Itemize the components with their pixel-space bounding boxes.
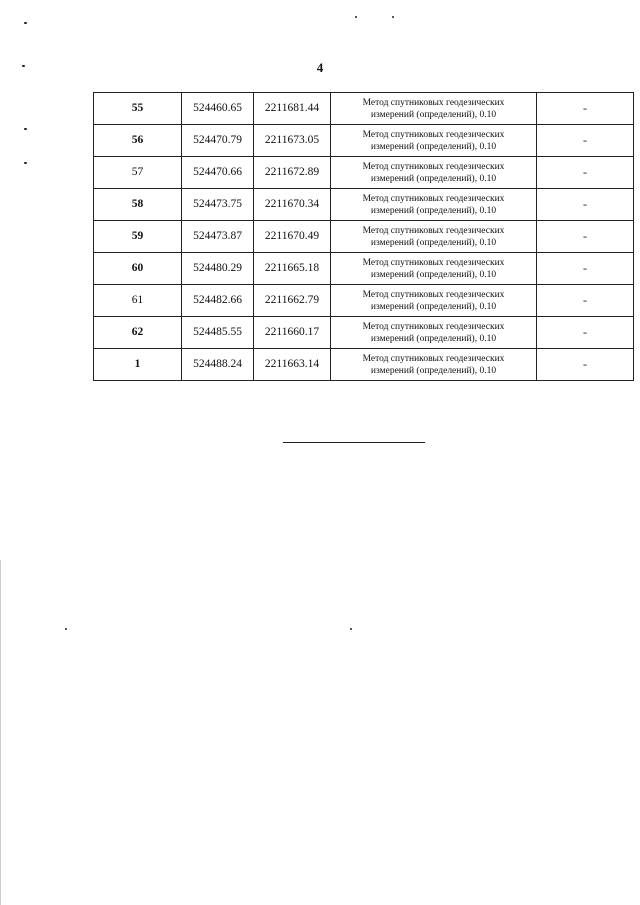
description-cell: - — [537, 189, 634, 221]
method-line-2: измерений (определений), 0.10 — [370, 269, 497, 280]
method-cell — [331, 125, 537, 157]
scan-speck — [355, 16, 357, 18]
description-cell: - — [537, 125, 634, 157]
scan-speck — [392, 16, 394, 18]
table-row — [94, 253, 634, 285]
method-line-1: Метод спутниковых геодезических — [362, 97, 505, 108]
y-coordinate-cell: 2211672.89 — [254, 157, 331, 189]
scan-speck — [24, 162, 27, 164]
method-cell — [331, 349, 537, 381]
x-coordinate-cell: 524473.75 — [182, 189, 254, 221]
method-line-1: Метод спутниковых геодезических — [362, 225, 505, 236]
method-line-2: измерений (определений), 0.10 — [370, 141, 497, 152]
description-cell: - — [537, 93, 634, 125]
method-line-2: измерений (определений), 0.10 — [370, 173, 497, 184]
x-coordinate-cell: 524470.66 — [182, 157, 254, 189]
y-coordinate-cell: 2211660.17 — [254, 317, 331, 349]
point-number-cell: 62 — [94, 317, 182, 349]
point-number-cell: 60 — [94, 253, 182, 285]
scan-speck — [24, 22, 27, 24]
y-coordinate-cell: 2211670.49 — [254, 221, 331, 253]
table-row — [94, 157, 634, 189]
y-coordinate-cell: 2211662.79 — [254, 285, 331, 317]
description-cell: - — [537, 317, 634, 349]
method-line-2: измерений (определений), 0.10 — [370, 301, 497, 312]
point-number-cell: 56 — [94, 125, 182, 157]
table-row — [94, 285, 634, 317]
description-cell: - — [537, 253, 634, 285]
table-row — [94, 93, 634, 125]
y-coordinate-cell: 2211681.44 — [254, 93, 331, 125]
table-row — [94, 317, 634, 349]
x-coordinate-cell: 524480.29 — [182, 253, 254, 285]
method-line-2: измерений (определений), 0.10 — [370, 333, 497, 344]
method-line-1: Метод спутниковых геодезических — [362, 289, 505, 300]
scan-speck — [65, 628, 67, 630]
y-coordinate-cell: 2211665.18 — [254, 253, 331, 285]
method-cell — [331, 93, 537, 125]
table-row — [94, 221, 634, 253]
scan-margin-line — [0, 560, 1, 905]
table-row — [94, 189, 634, 221]
description-cell: - — [537, 157, 634, 189]
table-row — [94, 349, 634, 381]
method-cell — [331, 317, 537, 349]
x-coordinate-cell: 524460.65 — [182, 93, 254, 125]
scan-speck — [350, 628, 352, 630]
method-line-2: измерений (определений), 0.10 — [370, 205, 497, 216]
method-line-1: Метод спутниковых геодезических — [362, 129, 505, 140]
method-cell — [331, 189, 537, 221]
x-coordinate-cell: 524488.24 — [182, 349, 254, 381]
method-line-2: измерений (определений), 0.10 — [370, 109, 497, 120]
y-coordinate-cell: 2211673.05 — [254, 125, 331, 157]
point-number-cell: 61 — [94, 285, 182, 317]
method-cell — [331, 221, 537, 253]
description-cell: - — [537, 285, 634, 317]
table-row — [94, 125, 634, 157]
end-divider-line — [283, 442, 425, 443]
method-cell — [331, 253, 537, 285]
y-coordinate-cell: 2211670.34 — [254, 189, 331, 221]
x-coordinate-cell: 524482.66 — [182, 285, 254, 317]
method-line-1: Метод спутниковых геодезических — [362, 321, 505, 332]
x-coordinate-cell: 524485.55 — [182, 317, 254, 349]
method-line-2: измерений (определений), 0.10 — [370, 365, 497, 376]
point-number-cell: 55 — [94, 93, 182, 125]
method-line-2: измерений (определений), 0.10 — [370, 237, 497, 248]
coordinates-table-body — [94, 93, 634, 381]
y-coordinate-cell: 2211663.14 — [254, 349, 331, 381]
x-coordinate-cell: 524470.79 — [182, 125, 254, 157]
coordinates-table — [93, 92, 634, 381]
point-number-cell: 57 — [94, 157, 182, 189]
scan-speck — [22, 65, 25, 67]
description-cell: - — [537, 349, 634, 381]
method-line-1: Метод спутниковых геодезических — [362, 193, 505, 204]
scan-speck — [24, 128, 27, 130]
method-cell — [331, 285, 537, 317]
point-number-cell: 58 — [94, 189, 182, 221]
method-line-1: Метод спутниковых геодезических — [362, 257, 505, 268]
x-coordinate-cell: 524473.87 — [182, 221, 254, 253]
description-cell: - — [537, 221, 634, 253]
point-number-cell: 1 — [94, 349, 182, 381]
method-line-1: Метод спутниковых геодезических — [362, 353, 505, 364]
method-line-1: Метод спутниковых геодезических — [362, 161, 505, 172]
page-number: 4 — [316, 60, 324, 75]
point-number-cell: 59 — [94, 221, 182, 253]
method-cell — [331, 157, 537, 189]
